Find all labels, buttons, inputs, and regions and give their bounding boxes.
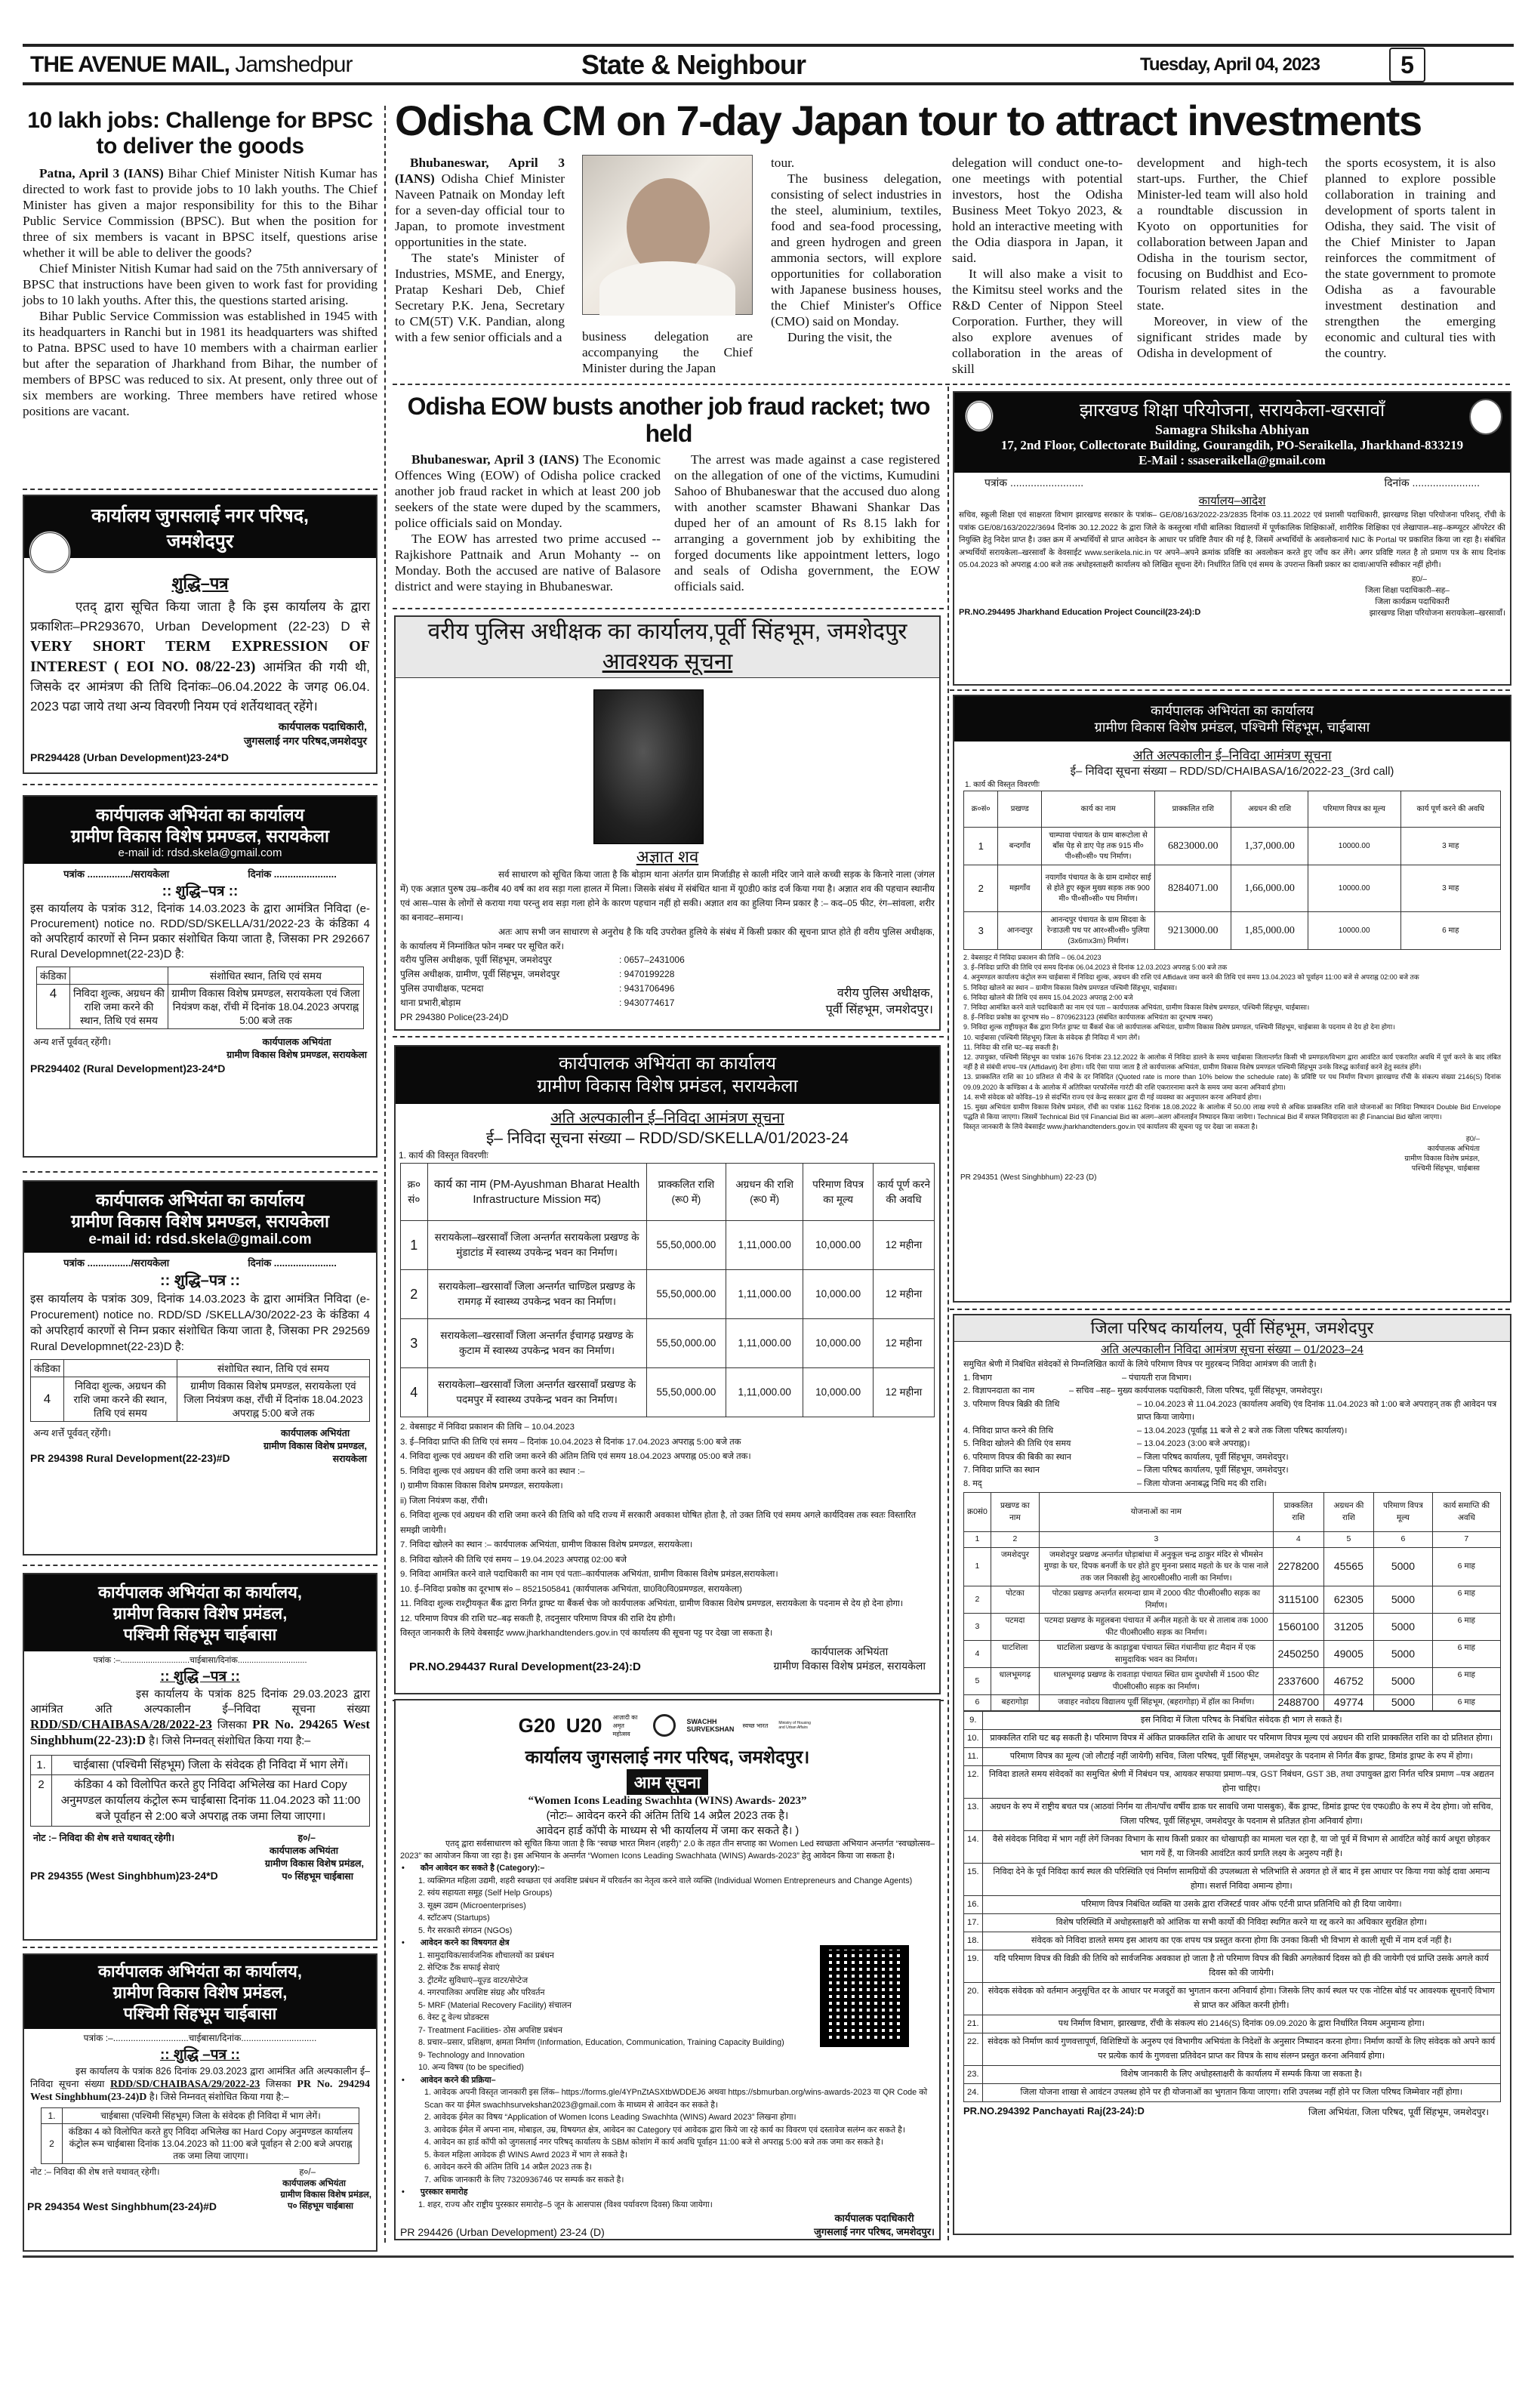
notice-badge: आम सूचना [627, 1769, 709, 1795]
divider [23, 489, 377, 490]
ad-chaibasa-corrigendum-1: कार्यपालक अभियंता का कार्यालय, ग्रामीण विकास विशेष प्रमंडल, पश्चिमी सिंहभूम चाईबासा पत्रांक :–..............................चाईबासा/दिनांक.............................. :: शुद्धि –पत्र :: इस कार्यालय के पत्रांक 825 दिनांक 29.03.2023 द्वारा आमंत्रित अति अल्पकालीन ई–निविदा सूचना संख्या RDD/SD/CHAIBASA/28/2022-23 जिसका PR No. 294265 West Singhbhum(22-23):D है। जिसे निम्नवत् संशोधित किया गया है:– 1. चाईबासा (पश्चिमी सिंहभूम) जिला के संवेदक ही निविदा में भाग लेगें। 2 कंडिका 4 को विलोपित करते हुए निविदा अभिलेख का Hard Copy अनुमण्डल कार्यालय कंट्रोल रूम चाईबासा दिनांक 11.04.2023 को 11:00 बजे पूर्वाहन से 2:00 बजे अपराह्न तक जमा लिया जाएगा। नोट :– निविदा की शेष शत्ते यथावत् रहेगी। ह०/– कार्यपालक अभियंता ग्रामीण विकास विशेष प्रमंडल, PR 294355 (West Singhbhum)23-24*D प० सिंहभूम चाईबासा [23, 1573, 377, 1941]
cm-photo [582, 155, 753, 315]
article-bpsc: 10 lakh jobs: Challenge for BPSC to deliver the goods Patna, April 3 (IANS) Bihar Chief Minister Nitish Kumar has directed to work fast to provide jobs to 10 lakh youths. The Chief Minister has given a major responsibility for this to the Bihar Public Service Commission (BPSC). But when the position for three of six members is vacant in BPSC itself, questions arise whether it will be able to deliver the goods? Chief Minister Nitish Kumar had said on the 75th anniversary of BPSC that instructions have been given to work fast for providing jobs to 10 lakh youths. After this, the questions started arising. Bihar Public Service Commission was established in 1945 with its headquarters in Ranchi but in 1981 its headquarters was shifted to Patna. BPSC used to have 10 members with a chairman earlier but after the separation of Jharkhand from Bihar, the number of members of BPSC was reduced to six. At present, only three out of six members are working. Three members have retired whose positions are vacant. [23, 108, 378, 418]
divider [950, 1309, 1510, 1310]
ad-zila-parishad-tender: जिला परिषद कार्यालय, पूर्वी सिंहभूम, जमशेदपुर अति अल्पकालीन निविदा आमंत्रण सूचना संख्या – 01/2023–24 समुचित श्रेणी में निबंधित संवेदकों से निम्नलिखित कार्यो के लिये परिमाण विपत्र पर मुहरबन्द निविदा आमंत्रण की जाती है। 1. विभाग – पंचायती राज विभाग। 2. विज्ञापनदाता का नाम – सचिव –सह– मुख्य कार्यपालक पदाधिकारी, जिला परिषद, पूर्वी सिंहभूम, जमशेदपुर। 3. परिमाण विपत्र बिक्री की तिथि – 10.04.2023 से 11.04.2023 (कार्यालय अवधि) एंव दिनांक 11.04.2023 को 1:00 बजे अपराहन् तक ही आवेदन पत्र प्राप्त किया जायेगा। 4. निविदा प्राप्त करने की तिथि – 13.04.2023 (पूर्वाह्न 11 बजे से 2 बजे तक जिला परिषद कार्यालय)। 5. निविदा खोलने की तिथि एंव समय – 13.04.2023 (3:00 बजे अपराह्न)। 6. परिमाण विपत्र की बिकी का स्थान – जिला परिषद कार्यालय, पूर्वी सिंहभूम, जमशेदपुर। 7. निविदा प्राप्ति का स्थान – जिला परिषद कार्यालय, पूर्वी सिंहभूम, जमशेदपुर। 8. मद् – जिला योजना अनाबद्ध निधि मद की राशि। क्र0सं0 प्रखण्ड का नाम योजनाओं का नाम प्राक्कलित राशि अग्रधन की राशि परिमाण विपत्र मूल्य कार्य समाप्ति की अवधि 1 2 3 4 5 6 7 1 जमशेदपुर जमशेदपुर प्रखण्ड अन्तर्गत घोड़ाबांधा में अनुकूल चन्द्र ठाकुर मंदिर से भीमसेन मुण्डा के घर, दिपक बनर्जी के घर होते हुए मुनना प्रसाद महतो के घर के पास नाले तक जल निकासी हेतु आर0सी0सी0 नाली का निर्माण। 2278200 45565 5000 6 माह 2 पोटका पोटका प्रखण्ड अन्तर्गत सरमन्दा ग्राम में 2000 फीट पी0सी0सी0 सड़क का निर्माण। 3115100 62305 5000 6 माह 3 पटमदा पटमदा प्रखण्ड के महुलबना पंचायत में अनील महतो के घर से तालाब तक 1000 फीट पी0सी0सी0 सड़क का निर्माण। 1560100 31205 5000 6 माह 4 घाटशिला घाटशिला प्रखण्ड के काड़ाडुबा पंचायत स्थित गंधानीया हाट मैदान में एक सामुदायिक भवन का निर्माण। 2450250 49005 5000 6 माह 5 धालभूमगढ़ धालभूमगढ़ प्रखण्ड के रावताड़ा पंचायत स्थित ग्राम दुधपोसी में 1500 फीट पी0सी0सी0 सड़क का निर्माण। 2337600 46752 5000 6 माह 6 बहरागोड़ा जवाहर नवोदय विद्यालय पूर्वी सिंहभूम, (बहरागोड़ा) में हॉल का निर्माण। 2488700 49774 5000 6 माह 9. इस निविदा में जिला परिषद के निबंधित संवेदक ही भाग ले सकते हैं। 10. प्राक्कलित राशि घट बढ़ सकती है। परिमाण विपत्र में अंकित प्राक्कलित राशि के आधार पर परिमाण विपत्र मूल्य एवं अग्रधन की राशि प्राक्कलित राशि का दो प्रतिशत होगा। 11. परिमाण विपत्र का मूल्य (जो लौटाई नहीं जायेगी) सचिव, जिला परिषद, पूर्वी सिंहभूम, जमशेदपुर के पदनाम से निर्गत बैंक ड्राफ्ट, डिमांड ड्राफ्ट के रुप में होगा। 12. निविदा डालते समय संवेदकों का समुचित श्रेणी में निबंधन पत्र, आयकर सफाया प्रमाण–पत्र, GST निबंधन, GST 3B, तथा उपायुक्त द्वारा निर्गत चरित्र प्रमाण –पत्र अद्यतन होना चाहिए। 13. अग्रधन के रुप में राष्ट्रीय बचत पत्र (आठवां निर्गम या तीन/पाँच वर्षीय डाक घर सावधि जमा पासबुक), बैंक ड्राफ्ट, डिमांड ड्राफ्ट एंव एफ0डी0 के रुप में देय होगा। जो सचिव, जिला परिषद, पूर्वी सिंहभूम, जमशेदपुर के पदनाम से प्रतिज्ञत होना अनिवार्य होगा। 14. वैसे संवेदक निविदा में भाग नहीं लेगें जिनका विभाग के साथ किसी प्रकार का धोखाघड़ी का मामला चल रहा है, या जो पूर्व में विभाग से आवंटित कोई कार्य अधूरा छोड़कर भाग गयें हैं, या जिनकी आवंटित कार्य प्रगति लक्ष्य के अनुरुप नहीं है। 15. निविदा देने के पूर्व निविदा कार्य स्थल की परिस्थिति एवं निर्माण सामग्रियों की उपलब्धता से भलिभांति से अवगत हो लें बाद में इस आधार पर किया गया कोई दावा अमान्य होगा। सशर्त्त निविदा अमान्य होगा। 16. परिमाण विपत्र निबंधित व्यक्ति या उसके द्वारा रजिस्टर्ड पावर ऑफ एर्टनी प्राप्त प्रतिनिधि को ही दिया जायेगा। 17. विशेष परिस्थिति में अधोहस्ताक्षरी को आंशिक या सभी कार्यो की निविदा स्थगित करने या रद्द करने का अधिकार सुरक्षित होगा। 18. संवेदक को निविदा डालते समय इस आशय का एक शपथ पत्र प्रस्तुत करना होगा कि उनका किसी भी विभाग से काली सूची में नाम दर्ज नहीं है। 19. यदि परिमाण विपत्र की विक्री की तिथि को सार्वजनिक अवकाश हो जाता है तो परिमाण विपत्र की बिक्री अगलेकार्य दिवस को ही की जायेगी एवं प्राप्ति उसके अगले कार्य दिवस को की जायेगी। 20. संवेदक संवेदक को वर्तमान अनुसूचित दर के आधार पर मजदूरों का भुगतान करना अनिवार्य होगा। जिसके लिए कार्य स्थल पर एक नोटिस बोर्ड पर आवश्यक सूचनाएँ विभाग से प्राप्त कर अंकित करनी होगी। 21. पथ निर्माण विभाग, झारखण्ड, राँची के संकल्प सं0 2146(S) दिनांक 09.09.2020 के द्वारा निर्धारित नियम अनुमान्य होगा। 22. संवेदक को निर्माण कार्य गुणवत्तापूर्ण, विशिष्टियों के अनुरुप एवं विभागीय अभियंता के निदेशों के अनुसार निष्पादन करना होगा। निर्माण कार्यो के लिए संवेदक को अपने कार्य पर प्रत्येक कार्य के गुणवत्ता प्रतिवेदन प्राप्त कर विपत्र के साथ संलग्न प्रस्तुत करना अनिवार्य होगा। 23. विशेष जानकारी के लिए अधोहस्ताक्षरी के कार्यालय में सम्पर्क किया जा सकता है। 24. जिला योजना शाखा से आवंटन उपलब्ध होने पर ही योजनाओं का भुगतान किया जाएगा। राशि उपलब्ध नहीं होने पर जिला परिषद जिम्मेवार नहीं होगा। PR.NO.294392 Panchayati Raj(23-24):D जिला अभियंता, जिला परिषद, पूर्वी सिंहभूम, जमशेदपुर। [953, 1314, 1511, 2235]
corrigendum-table: कंडिका संशोधित स्थान, तिथि एवं समय 4 निविदा शुल्क, अग्रधन की राशि जमा करने की स्थान, तिथि एवं समय ग्रामीण विकास विशेष प्रमण्डल, सरायकेला एवं जिला नियंत्रण कक्ष, राँची में दिनांक 18.04.2023 अपराह्न 5:00 बजे तक [30, 1359, 370, 1422]
lead-headline: Odisha CM on 7-day Japan tour to attract investments [395, 97, 1422, 144]
unidentified-body-photo [593, 689, 704, 844]
tender-points: 2. वेबसाइट में निविदा प्रकाशन की तिथि – 06.04.2023 3. ई–निविदा प्राप्ति की तिथि एवं समय दिनांक 06.04.2023 से दिनांक 12.03.2023 अपराह्न 5:00 बजे तक 4. अनुमण्डल कार्यालय कंट्रोल रूम चाईबासा में निविदा शुल्क, अग्रधन की राशि एवं Affidavit जमा करने की तिथि एवं समय 13.04.2023 को पूर्वाहन 11:00 बजे से अपराह्न 02:00 बजे तक 5. निविदा खोलने का स्थान – ग्रामीण विकास विशेष प्रमण्डल पश्चिमी सिंहभूम, चाईबासा। 6. निविदा खोलने की तिथि एवं समय 15.04.2023 अपराह्न 2:00 बजे 7. निविदा आमंत्रित करने वाले पदाधिकारी का नाम एवं पता – कार्यपालक अभियंता, ग्रामीण विकास विशेष प्रमण्डल, पश्चिमी सिंहभूम, चाईबासा। 8. ई–निविदा प्रकोष्ठ का दूरभाष संo – 8709623123 (संबंधित कार्यपालक अभियंता का दूरभाष नम्बर) 9. निविदा शुल्क राष्ट्रीयकृत बैंक द्वारा निर्गत ड्राफ्ट या बैंकर्स चेक जो कार्यपालक अभियंता, ग्रामीण विकास विशेष प्रमण्डल, पश्चिमी सिंहभूम, चाईबासा के पदनाम से देय हो देना होगा। 10. चाईबासा (पश्चिमी सिंहभूम) जिला के संवेदक ही निविदा में भाग लेगें। 11. निविदा की राशि घट–बढ़ सकती है। 12. उपायुक्त, पश्चिमी सिंहभूम का पत्रांक 1676 दिनांक 23.12.2022 के आलोक में निविदा डालने के समय चाईबासा जिलान्तर्गत किसी भी प्रमण्डल/विभाग द्वारा आवंटित कार्य एकरारित अवधि में पूर्ण करने के बाद लंबित नहीं है से संबंधी शपथ–पत्र (Affidavit) देना होगा। यदि ऐसा पाया जाता है तो कार्यपालक अभियंता, ग्रामीण विकास विशेष प्रमण्डल पश्चिमी सिंहभूम उनके विरुद्ध कार्रवाई करने हेतु स्वतंत्र होंगे। 13. प्राक्कलित राशि का 10 प्रतिशत से नीचे के दर निविदित (Quoted rate is more than 10% below the schedule rate) के प्रविष्टि पर पथ निर्माण विभाग झारखण्ड राँची के संकल्प संख्या 2146(S) दिनांक 09.09.2020 के कण्डिका 4 के आलोक में अतिरिक्त परफॉरमेंस गारंटी की राशि एकरारनामा करने के समय जमा करना अनिवार्य होगा। 14. सभी संवेदक को कोविड–19 से संदर्भित राज्य एवं केन्द्र सरकार द्वारा दी गई व्यवस्था का अनुपालन करना अनिवार्य होगा। 15. मुख्य अभियंता ग्रामीण विकास विशेष प्रमंडल, राँची का पत्रांक 1162 दिनांक 18.08.2022 के आलोक में 50.00 लाख रुपये से अधिक प्राक्कलित राशि वाले योजनाओं का निविदा निष्पादन Double Bid Envelope पद्धति से किया जाएगा। जिसमें Technical Bid एवं Financial Bid का अलग–अलग ऑनलाईन निष्पादन किया जायेगा। Technical Bid में सफल निविदादाता का ही Financial Bid खोला जाएगा। विस्तृत जानकारी के लिये वेबसाईट www.jharkhandtenders.gov.in एवं कार्यालय की सूचना पट्ट पर देखा जा सकता है। [963, 954, 1501, 1131]
corrigendum-table: 1. चाईबासा (पश्चिमी सिंहभूम) जिला के संवेदक ही निविदा में भाग लेगें। 2 कंडिका 4 को विलोपित करते हुए निविदा अभिलेख का Hard Copy अनुमण्डल कार्यालय कंट्रोल रूम चाईबासा दिनांक 13.04.2023 को 11:00 बजे पूर्वाहन से 2:00 बजे अपराह्न तक जमा लिया जाएगा। [41, 2107, 359, 2164]
section-title: State & Neighbour [581, 48, 806, 80]
ad-saraikela-tender: कार्यपालक अभियंता का कार्यालय ग्रामीण विकास विशेष प्रमंडल, सरायकेला अति अल्पकालीन ई–निविदा आमंत्रण सूचना ई– निविदा सूचना संख्या – RDD/SD/SKELLA/01/2023-24 1. कार्य की विस्तृत विवरणीः क्र० सं० कार्य का नाम (PM-Ayushman Bharat Health Infrastructure Mission मद) प्राक्कलित राशि (रू0 में) अग्रधन की राशि (रू0 में) परिमाण विपत्र का मूल्य कार्य पूर्ण करने की अवधि 1 सरायकेला–खरसावाँ जिला अन्तर्गत सरायकेला प्रखण्ड के मुंडाटांड में स्वास्थ्य उपकेन्द्र भवन का निर्माण। 55,50,000.00 1,11,000.00 10,000.00 12 महीना 2 सरायकेला–खरसावाँ जिला अन्तर्गत चाण्डिल प्रखण्ड के रामगढ़ में स्वास्थ्य उपकेन्द्र भवन का निर्माण। 55,50,000.00 1,11,000.00 10,000.00 12 महीना 3 सरायकेला–खरसावाँ जिला अन्तर्गत ईचागढ़ प्रखण्ड के कुटाम में स्वास्थ्य उपकेन्द्र भवन का निर्माण। 55,50,000.00 1,11,000.00 10,000.00 12 महीना 4 सरायकेला–खरसावाँ जिला अन्तर्गत खरसावाँ प्रखण्ड के पदमपुर में स्वास्थ्य उपकेन्द्र भवन का निर्माण। 55,50,000.00 1,11,000.00 10,000.00 12 महीना 2. वेबसाइट में निविदा प्रकाशन की तिथि – 10.04.2023 3. ई–निविदा प्राप्ति की तिथि एवं समय – दिनांक 10.04.2023 से दिनांक 17.04.2023 अपराह्न 5:00 बजे तक 4. निविदा शुल्क एवं अग्रधन की राशि जमा करने की अंतिम तिथि एवं समय 18.04.2023 अपराह्न 05:00 बजे तक। 5. निविदा शुल्क एवं अग्रधन की राशि जमा करने का स्थान :– I) ग्रामीण विकास विकास विशेष प्रमण्डल, सरायकेला। ii) जिला नियंत्रण कक्ष, राँची। 6. निविदा शुल्क एवं अग्रधन की राशि जमा करने की तिथि को यदि राज्य में सरकारी अवकाश घोषित होता है, तो उक्त तिथि एवं समय अगले कार्यदिवस तक स्वतः विस्तारित समझी जायेगी। 7. निविदा खोलने का स्थान :– कार्यपालक अभियंता, ग्रामीण विकास विशेष प्रमण्डल, सरायकेला। 8. निविदा खोलने की तिथि एवं समय – 19.04.2023 अपराह्न 02:00 बजे 9. निविदा आमंत्रित करने वाले पदाधिकारी का नाम एवं पताः–कार्यपालक अभियंता, ग्रामीण विकास विशेष प्रमंडल,सरायकेला। 10. ई–निविदा प्रकोष्ठ का दूरभाष सं० – 8521505841 (कार्यपालक अभियंता, ग्रा0वि0वि0प्रमण्डल, सरायकेला) 11. निविदा शुल्क राश्ट्रीयकृत बैंक द्वारा निर्गत ड्राफ्ट या बैंकर्स चेक जो कार्यपालक अभियंता, ग्रामीण विकास विशेष प्रमण्डल, सरायकेला के पदनाम से देय हो देना होगा। 12. परिमाण विपत्र की राशि घट–बढ़ सकती है, तदनुसार परिमाण विपत्र की राशि देय होगी। विस्तृत जानकारी के लिये वेबसाईट www.jharkhandtenders.gov.in एवं कार्यालय की सूचना पट्ट पर देखा जा सकता है। PR.NO.294437 Rural Development(23-24):D कार्यपालक अभियंता ग्रामीण विकास विशेष प्रमंडल, सरायकेला [394, 1045, 941, 1694]
ministry-logo: Ministry of Housing and Urban Affairs [778, 1721, 811, 1730]
table-row: 3 आनन्दपुर आनन्दपुर पंचायत के ग्राम सिदवा के रेन्डाउली पथ पर आर०सी०सी० पुलिया (3x6mx3m) निर्माण। 9213000.00 1,85,000.00 10000.00 6 माह [964, 912, 1501, 950]
ad-police-unidentified-body: वरीय पुलिस अधीक्षक का कार्यालय,पूर्वी सिंहभूम, जमशेदपुर आवश्यक सूचना अज्ञात शव सर्व साधारण को सूचित किया जाता है कि बोड़ाम थाना अंतर्गत ग्राम मिर्जाडीह से काली मंदिर जाने वाले कच्ची सड़क के किनारे नाला (जंगल में) एक अज्ञात पुरुष उम्र–करीब 40 वर्ष का शव सड़ा गला हालत में मिला। जिसके संबंध में संबंधित थाना में यू0डी0 कांड दर्ज किया गया है। अज्ञात शव की पहचान स्थानीय एवं आस–पास के लोगों से कराया गया परन्तु शव सड़ा गला होने के कारण पहचान नहीं हो सकी। अज्ञात शव का हुलिया निम्न प्रकार है :– कद–05 फीट, रंग–सांवला, शरीर का बनावट–समान्य। अतः आप सभी जन साधारण से अनुरोध है कि यदि उपरोक्त हुलिये के संबंध में किसी प्रकार की सूचना प्राप्त होते ही वरीय पुलिस अधीक्षक, के कार्यालय में निम्नांकित फोन नम्बर पर सूचित करें। वरीय पुलिस अधीक्षक, पूर्वी सिंहभूम, जमशेदपुर : 0657–2431006 पुलिस अधीक्षक, ग्रामीण, पूर्वी सिंहभूम, जमशेदपुर : 9470199228 पुलिस उपाधीक्षक, पटमदा : 9431706496 थाना प्रभारी,बोड़ाम : 9430774617 PR 294380 Police(23-24)D वरीय पुलिस अधीक्षक, पूर्वी सिंहभूम, जमशेदपुर। [394, 615, 941, 1031]
divider [23, 1565, 377, 1566]
bottom-rule [23, 2255, 1514, 2258]
swachh-survekshan-logo: SWACHH SURVEKSHAN [686, 1718, 735, 1733]
table-row: 1 बन्दगाँव चाम्पावा पंचायत के ग्राम बारूटोला से बाँस पेड़ से डाए पेड़ तक 915 मी० पी०सी०सी० पथ निर्माण। 6823000.00 1,37,000.00 10000.00 3 माह [964, 828, 1501, 865]
table-row: 1 सरायकेला–खरसावाँ जिला अन्तर्गत सरायकेला प्रखण्ड के मुंडाटांड में स्वास्थ्य उपकेन्द्र भवन का निर्माण। 55,50,000.00 1,11,000.00 10,000.00 12 महीना [401, 1221, 935, 1270]
divider [23, 784, 377, 785]
ad-jugsalai-corrigendum: कार्यालय जुगसलाई नगर परिषद, जमशेदपुर शुद्धि–पत्र एतद् द्वारा सूचित किया जाता है कि इस कार्यालय के द्वारा प्रकाशितः–PR293670, Urban Development (22-23) D से VERY SHORT TERM EXPRESSION OF INTEREST ( EOI NO. 08/22-23) आमंत्रित की गयी थी, जिसके दर आमंत्रण की तिथि दिनांकः–06.04.2022 के जगह 06.04. 2023 पढा जाये तथा अन्य विवरणी नियम एवं शर्तेयथावत् रहेंगे। कार्यपालक पदाधिकारी, जुगसलाई नगर परिषद,जमशेदपुर PR294428 (Urban Development)23-24*D [23, 495, 377, 774]
table-row: 6 बहरागोड़ा जवाहर नवोदय विद्यालय पूर्वी सिंहभूम, (बहरागोड़ा) में हॉल का निर्माण। 2488700 49774 5000 6 माह [964, 1695, 1501, 1711]
ad-chaibasa-corrigendum-2: कार्यपालक अभियंता का कार्यालय, ग्रामीण विकास विशेष प्रमंडल, पश्चिमी सिंहभूम चाईबासा पत्रांक :–..............................चाईबासा/दिनांक.............................. :: शुद्धि –पत्र :: इस कार्यालय के पत्रांक 826 दिनांक 29.03.2023 द्वारा आमंत्रित अति अल्पकालीन ई–निविदा सूचना संख्या RDD/SD/CHAIBASA/29/2022-23 जिसका PR No. 294294 West Singhbhum(23-24)D है। जिसे निम्नवत् संशोधित किया गया है:– 1. चाईबासा (पश्चिमी सिंहभूम) जिला के संवेदक ही निविदा में भाग लेगें। 2 कंडिका 4 को विलोपित करते हुए निविदा अभिलेख का Hard Copy अनुमण्डल कार्यालय कंट्रोल रूम चाईबासा दिनांक 13.04.2023 को 11:00 बजे पूर्वाहन से 2:00 बजे अपराह्न तक जमा लिया जाएगा। नोट :– निविदा की शेष शत्ते यथावत् रहेगी। ह०/– कार्यपालक अभियंता ग्रामीण विकास विशेष प्रमंडल, PR 294354 West Singhbhum(23-24)#D प० सिंहभूम चाईबासा [23, 1953, 377, 2252]
table-row: 2 सरायकेला–खरसावाँ जिला अन्तर्गत चाण्डिल प्रखण्ड के रामगढ़ में स्वास्थ्य उपकेन्द्र भवन का निर्माण। 55,50,000.00 1,11,000.00 10,000.00 12 महीना [401, 1270, 935, 1319]
column-divider [948, 387, 949, 2240]
table-row: 3 सरायकेला–खरसावाँ जिला अन्तर्गत ईचागढ़ प्रखण्ड के कुटाम में स्वास्थ्य उपकेन्द्र भवन का निर्माण। 55,50,000.00 1,11,000.00 10,000.00 12 महीना [401, 1319, 935, 1368]
table-row: 5 धालभूमगढ़ धालभूमगढ़ प्रखण्ड के रावताड़ा पंचायत स्थित ग्राम दुधपोसी में 1500 फीट पी0सी0सी0 सड़क का निर्माण। 2337600 46752 5000 6 माह [964, 1668, 1501, 1695]
ad-wins-awards: G20 U20 आज़ादी का अमृत महोत्सव SWACHH SURVEKSHAN स्वच्छ भारत Ministry of Housing and Urban Affairs कार्यालय जुगसलाई नगर परिषद, जमशेदपुर। आम सूचना “Women Icons Leading Swachhta (WINS) Awards- 2023” (नोटः– आवेदन करने की अंतिम तिथि 14 अप्रैल 2023 तक है। आवेदन हार्ड कॉपी के माध्यम से भी कार्यालय में जमा कर सकते है। ) एतद् द्वारा सर्वसाधारण को सूचित किया जाता है कि “स्वच्छ भारत मिशन (शहरी)” 2.0 के तहत तीन सप्ताह का Women Led स्वच्छता अभियान अन्तर्गत “स्वच्छोत्सव–2023” का आयोजन किया जा रहा है। इस अभियान के अन्तर्गत “Women Icons Leading Swachhata (WINS) Awards-2023” हेतु आवेदन किया जा सकता है। • कौन आवेदन कर सकते है (Category):– 1. व्यक्तिगत महिला उद्यमी, शहरी स्वच्छता एवं अवशिष्ट प्रबंधन में परिवर्तन का नेतृत्व करने वाले व्यक्ति (Individual Women Entrepreneurs and Change Agents) 2. स्वंय सहायता समूह (Self Help Groups) 3. सूक्ष्म उद्यम (Microenterprises) 4. स्टॉटअप (Startups) 5. गैर सरकारी संगठन (NGOs) • आवेदन करने का विषयगत क्षेत्र 1. सामुदायिक/सार्वजनिक शौचालयों का प्रबंधन 2. सेप्टिक टैंक सफाई सेवाएं 3. ट्रीटमेंट सुविधाएं–यूज़्ड वाटर/सेप्टेज 4. नगरपालिका अपशिष्ट संग्रह और परिवर्तन 5- MRF (Material Recovery Facility) संचालन 6. वेस्ट टू वेल्थ प्रोडक्टस 7- Treatment Facilities- ठोस अपशिष्ट प्रबंधन 8. प्रचार–प्रसार, प्रशिक्षण, क्षमता निर्माण (Information, Education, Communication, Training Capacity Building) 9- Technology and Innovation 10. अन्य विषय (to be specified) • आवेदन करने की प्रक्रिया– 1. आवेदक अपनी विस्तृत जानकारी इस लिंक– https://forms.gle/4YPnZtASXtbWDDEJ6 अथवा https://sbmurban.org/wins-awards-2023 या QR Code को Scan कर या ईमेल swachhsurvekshan2023@gmail.com के माध्यम से आवेदन कर सकते है। 2. आवेदक ईमेल का विषय “Application of Women Icons Leading Swachhta (WINS) Award 2023” लिखना होगा। 3. आवेदक ईमेल में अपना नाम, मोबाइल, उम्र, विषयगत क्षेत्र, आवेदन का Category एवं आवेदक द्वारा किये जा रहे कार्य का विवरण एवं दस्तावेज सलंग्न कर सकते है। 4. आवेदन का हार्ड कॉपी को जुगसलाई नगर परिषद् कार्यालय के SBM कोशांग में कार्य अवधि पूर्वाहन 11:00 बजे से अपराह्न 5:00 बजे तक जमा कर सकते है। 5. केवल महिला आवेदक ही WINS Awrd 2023 में भाग ले सकते है। 6. आवेदन करने की अंतिम तिथि 14 अप्रैल 2023 तक है। 7. अधिक जानकारी के लिए 7320936746 पर सम्पर्क कर सकते है। • पुरस्कार समारोह 1. शहर, राज्य और राष्ट्रीय पुरस्कार समारोह–5 जून के आसपास (विश्व पर्यावरण दिवस) किया जायेगा। PR 294426 (Urban Development) 23-24 (D) कार्यपालक पदाधिकारी जुगसलाई नगर परिषद, जमशेदपुर। [394, 1699, 941, 2240]
divider [393, 608, 944, 609]
contact-list: वरीय पुलिस अधीक्षक, पूर्वी सिंहभूम, जमशेदपुर : 0657–2431006 पुलिस अधीक्षक, ग्रामीण, पूर्वी सिंहभूम, जमशेदपुर : 9470199228 पुलिस उपाधीक्षक, पटमदा : 9431706496 थाना प्रभारी,बोड़ाम : 9430774617 PR 294380 Police(23-24)D [400, 954, 685, 1022]
divider [393, 384, 1510, 385]
table-row: 3 पटमदा पटमदा प्रखण्ड के महुलबना पंचायत में अनील महतो के घर से तालाब तक 1000 फीट पी0सी0सी0 सड़क का निर्माण। 1560100 31205 5000 6 माह [964, 1614, 1501, 1641]
masthead [23, 44, 1514, 85]
ad-saraikela-corrigendum-1: कार्यपालक अभियंता का कार्यालय ग्रामीण विकास विशेष प्रमण्डल, सरायकेला e-mail id: rdsd.skela@gmail.com पत्रांक ................/सरायकेला दिनांक ....................... :: शुद्धि–पत्र :: इस कार्यालय के पत्रांक 312, दिनांक 14.03.2023 के द्वारा आमंत्रित निविदा (e-Procurement) notice no. RDD/SD/SKELLA/31/2022-23 के कंडिका 4 को अपरिहार्य कारणों से निम्न प्रकार संशोधित किया जाता है, जिसका PR 292667 Rural Developmnet(22-23)D है: कंडिका संशोधित स्थान, तिथि एवं समय 4 निविदा शुल्क, अग्रधन की राशि जमा करने की स्थान, तिथि एवं समय ग्रामीण विकास विशेष प्रमण्डल, सरायकेला एवं जिला नियंत्रण कक्ष, राँची में दिनांक 18.04.2023 अपराह्न 5:00 बजे तक अन्य शर्त्ते पूर्ववत् रहेंगी। कार्यपालक अभियंता ग्रामीण विकास विशेष प्रमण्डल, सरायकेला PR294402 (Rural Development)23-24*D [23, 795, 377, 1158]
conditions-table: 9. इस निविदा में जिला परिषद के निबंधित संवेदक ही भाग ले सकते हैं। 10. प्राक्कलित राशि घट बढ़ सकती है। परिमाण विपत्र में अंकित प्राक्कलित राशि के आधार पर परिमाण विपत्र मूल्य एवं अग्रधन की राशि प्राक्कलित राशि का दो प्रतिशत होगा। 11. परिमाण विपत्र का मूल्य (जो लौटाई नहीं जायेगी) सचिव, जिला परिषद, पूर्वी सिंहभूम, जमशेदपुर के पदनाम से निर्गत बैंक ड्राफ्ट, डिमांड ड्राफ्ट के रुप में होगा। 12. निविदा डालते समय संवेदकों का समुचित श्रेणी में निबंधन पत्र, आयकर सफाया प्रमाण–पत्र, GST निबंधन, GST 3B, तथा उपायुक्त द्वारा निर्गत चरित्र प्रमाण –पत्र अद्यतन होना चाहिए। 13. अग्रधन के रुप में राष्ट्रीय बचत पत्र (आठवां निर्गम या तीन/पाँच वर्षीय डाक घर सावधि जमा पासबुक), बैंक ड्राफ्ट, डिमांड ड्राफ्ट एंव एफ0डी0 के रुप में देय होगा। जो सचिव, जिला परिषद, पूर्वी सिंहभूम, जमशेदपुर के पदनाम से प्रतिज्ञत होना अनिवार्य होगा। 14. वैसे संवेदक निविदा में भाग नहीं लेगें जिनका विभाग के साथ किसी प्रकार का धोखाघड़ी का मामला चल रहा है, या जो पूर्व में विभाग से आवंटित कोई कार्य अधूरा छोड़कर भाग गयें हैं, या जिनकी आवंटित कार्य प्रगति लक्ष्य के अनुरुप नहीं है। 15. निविदा देने के पूर्व निविदा कार्य स्थल की परिस्थिति एवं निर्माण सामग्रियों की उपलब्धता से भलिभांति से अवगत हो लें बाद में इस आधार पर किया गया कोई दावा अमान्य होगा। सशर्त्त निविदा अमान्य होगा। 16. परिमाण विपत्र निबंधित व्यक्ति या उसके द्वारा रजिस्टर्ड पावर ऑफ एर्टनी प्राप्त प्रतिनिधि को ही दिया जायेगा। 17. विशेष परिस्थिति में अधोहस्ताक्षरी को आंशिक या सभी कार्यो की निविदा स्थगित करने या रद्द करने का अधिकार सुरक्षित होगा। 18. संवेदक को निविदा डालते समय इस आशय का एक शपथ पत्र प्रस्तुत करना होगा कि उनका किसी भी विभाग से काली सूची में नाम दर्ज नहीं है। 19. यदि परिमाण विपत्र की विक्री की तिथि को सार्वजनिक अवकाश हो जाता है तो परिमाण विपत्र की बिक्री अगलेकार्य दिवस को ही की जायेगी एवं प्राप्ति उसके अगले कार्य दिवस को की जायेगी। 20. संवेदक संवेदक को वर्तमान अनुसूचित दर के आधार पर मजदूरों का भुगतान करना अनिवार्य होगा। जिसके लिए कार्य स्थल पर एक नोटिस बोर्ड पर आवश्यक सूचनाएँ विभाग से प्राप्त कर अंकित करनी होगी। 21. पथ निर्माण विभाग, झारखण्ड, राँची के संकल्प सं0 2146(S) दिनांक 09.09.2020 के द्वारा निर्धारित नियम अनुमान्य होगा। 22. संवेदक को निर्माण कार्य गुणवत्तापूर्ण, विशिष्टियों के अनुरुप एवं विभागीय अभियंता के निदेशों के अनुसार निष्पादन करना होगा। निर्माण कार्यो के लिए संवेदक को अपने कार्य पर प्रत्येक कार्य के गुणवत्ता प्रतिवेदन प्राप्त कर विपत्र के साथ संलग्न प्रस्तुत करना अनिवार्य होगा। 23. विशेष जानकारी के लिए अधोहस्ताक्षरी के कार्यालय में सम्पर्क किया जा सकता है। 24. जिला योजना शाखा से आवंटन उपलब्ध होने पर ही योजनाओं का भुगतान किया जाएगा। राशि उपलब्ध नहीं होने पर जिला परिषद जिम्मेवार नहीं होगा। [963, 1711, 1501, 2102]
table-row: 1 जमशेदपुर जमशेदपुर प्रखण्ड अन्तर्गत घोड़ाबांधा में अनुकूल चन्द्र ठाकुर मंदिर से भीमसेन मुण्डा के घर, दिपक बनर्जी के घर होते हुए मुनना प्रसाद महतो के घर के पास नाले तक जल निकासी हेतु आर0सी0सी0 नाली का निर्माण। 2278200 45565 5000 6 माह [964, 1547, 1501, 1586]
article-odisha-cm: Bhubaneswar, April 3 (IANS) Odisha Chief Minister Naveen Patnaik on Monday left for a seven-day official tour to Japan, to promote investment opportunities in the state. The state's Minister of Industries, MSME, and Energy, Pratap Keshari Deb, Chief Secretary P.K. Jena, Secretary to CM(5T) V.K. Pandian, along with a few senior officials and a business delegation are accompanying the Chief Minister during the Japan tour. The business delegation, consisting of select industries in the steel, aluminium, textiles, food and sea-food processing, and green hydrogen and green ammonia sectors, will explore opportunities for collaboration with Japanese business houses, the Chief Minister's Office (CMO) said on Monday. During the visit, the delegation will conduct one-to-one meetings with potential investors, host the Odisha Business Meet Tokyo 2023, & hold an interactive meeting with the Odia diaspora in Japan, it said. It will also make a visit to the Kimitsu steel works and the R&D Center of Nippon Steel Corporation. Further, they will also explore avenues of collaboration in the areas of skill development and high-tech start-ups. Further, the Chief Minister-led team will also hold a roundtable discussion in Kyoto on opportunities for collaboration between Japan and Odisha in the tourism sector, focusing on Buddhist and Eco-Tourism related sites in the state. Moreover, in view of the significant strides made by Odisha in development of the sports ecosystem, it is also planned to explore possible collaboration in training and development of sports talent in Odisha, they said. The visit of the Chief Minister to Japan reinforces the commitment of the state government to promote Odisha as a favourable investment destination and strengthen the emerging economic and cultural ties with the country. [395, 156, 1496, 376]
divider [950, 689, 1510, 691]
g20-logo: G20 [518, 1713, 556, 1737]
ad-saraikela-corrigendum-2: कार्यपालक अभियंता का कार्यालय ग्रामीण विकास विशेष प्रमण्डल, सरायकेला e-mail id: rdsd.skela@gmail.com पत्रांक ................/सरायकेला दिनांक ....................... :: शुद्धि–पत्र :: इस कार्यालय के पत्रांक 309, दिनांक 14.03.2023 के द्वारा आमंत्रित निविदा (e-Procurement) notice no. RDD/SD /SKELLA/30/2022-23 के कंडिका 4 को अपरिहार्य कारणों से निम्न प्रकार संशोधित किया जाता है, जिसका PR 292569 Rural Developmnet(22-23)D है: कंडिका संशोधित स्थान, तिथि एवं समय 4 निविदा शुल्क, अग्रधन की राशि जमा करने की स्थान, तिथि एवं समय ग्रामीण विकास विशेष प्रमण्डल, सरायकेला एवं जिला नियंत्रण कक्ष, राँची में दिनांक 18.04.2023 अपराह्न 5:00 बजे तक अन्य शर्त्ते पूर्ववत् रहेंगी। कार्यपालक अभियंता ग्रामीण विकास विशेष प्रमण्डल, PR 294398 Rural Development(22-23)#D सरायकेला [23, 1180, 377, 1555]
paper-name: THE AVENUE MAIL, Jamshedpur [30, 51, 353, 77]
emblem-icon [29, 531, 71, 573]
qr-code[interactable] [820, 1945, 909, 2047]
divider [23, 1171, 377, 1173]
schemes-table: क्र0सं0 प्रखण्ड का नाम योजनाओं का नाम प्राक्कलित राशि अग्रधन की राशि परिमाण विपत्र मूल्य कार्य समाप्ति की अवधि 1 2 3 4 5 6 7 1 जमशेदपुर जमशेदपुर प्रखण्ड अन्तर्गत घोड़ाबांधा में अनुकूल चन्द्र ठाकुर मंदिर से भीमसेन मुण्डा के घर, दिपक बनर्जी के घर होते हुए मुनना प्रसाद महतो के घर के पास नाले तक जल निकासी हेतु आर0सी0सी0 नाली का निर्माण। 2278200 45565 5000 6 माह 2 पोटका पोटका प्रखण्ड अन्तर्गत सरमन्दा ग्राम में 2000 फीट पी0सी0सी0 सड़क का निर्माण। 3115100 62305 5000 6 माह 3 पटमदा पटमदा प्रखण्ड के महुलबना पंचायत में अनील महतो के घर से तालाब तक 1000 फीट पी0सी0सी0 सड़क का निर्माण। 1560100 31205 5000 6 माह 4 घाटशिला घाटशिला प्रखण्ड के काड़ाडुबा पंचायत स्थित गंधानीया हाट मैदान में एक सामुदायिक भवन का निर्माण। 2450250 49005 5000 6 माह 5 धालभूमगढ़ धालभूमगढ़ प्रखण्ड के रावताड़ा पंचायत स्थित ग्राम दुधपोसी में 1500 फीट पी0सी0सी0 सड़क का निर्माण। 2337600 46752 5000 6 माह 6 बहरागोड़ा जवाहर नवोदय विद्यालय पूर्वी सिंहभूम, (बहरागोड़ा) में हॉल का निर्माण। 2488700 49774 5000 6 माह [963, 1492, 1501, 1711]
tender-points: 2. वेबसाइट में निविदा प्रकाशन की तिथि – 10.04.2023 3. ई–निविदा प्राप्ति की तिथि एवं समय – दिनांक 10.04.2023 से दिनांक 17.04.2023 अपराह्न 5:00 बजे तक 4. निविदा शुल्क एवं अग्रधन की राशि जमा करने की अंतिम तिथि एवं समय 18.04.2023 अपराह्न 05:00 बजे तक। 5. निविदा शुल्क एवं अग्रधन की राशि जमा करने का स्थान :– I) ग्रामीण विकास विकास विशेष प्रमण्डल, सरायकेला। ii) जिला नियंत्रण कक्ष, राँची। 6. निविदा शुल्क एवं अग्रधन की राशि जमा करने की तिथि को यदि राज्य में सरकारी अवकाश घोषित होता है, तो उक्त तिथि एवं समय अगले कार्यदिवस तक स्वतः विस्तारित समझी जायेगी। 7. निविदा खोलने का स्थान :– कार्यपालक अभियंता, ग्रामीण विकास विशेष प्रमण्डल, सरायकेला। 8. निविदा खोलने की तिथि एवं समय – 19.04.2023 अपराह्न 02:00 बजे 9. निविदा आमंत्रित करने वाले पदाधिकारी का नाम एवं पताः–कार्यपालक अभियंता, ग्रामीण विकास विशेष प्रमंडल,सरायकेला। 10. ई–निविदा प्रकोष्ठ का दूरभाष सं० – 8521505841 (कार्यपालक अभियंता, ग्रा0वि0वि0प्रमण्डल, सरायकेला) 11. निविदा शुल्क राश्ट्रीयकृत बैंक द्वारा निर्गत ड्राफ्ट या बैंकर्स चेक जो कार्यपालक अभियंता, ग्रामीण विकास विशेष प्रमण्डल, सरायकेला के पदनाम से देय हो देना होगा। 12. परिमाण विपत्र की राशि घट–बढ़ सकती है, तदनुसार परिमाण विपत्र की राशि देय होगी। विस्तृत जानकारी के लिये वेबसाईट www.jharkhandtenders.gov.in एवं कार्यालय की सूचना पट्ट पर देखा जा सकता है। [400, 1423, 917, 1638]
u20-logo: U20 [565, 1713, 602, 1737]
corrigendum-table: कंडिका संशोधित स्थान, तिथि एवं समय 4 निविदा शुल्क, अग्रधन की राशि जमा करने की स्थान, तिथि एवं समय ग्रामीण विकास विशेष प्रमण्डल, सरायकेला एवं जिला नियंत्रण कक्ष, राँची में दिनांक 18.04.2023 अपराह्न 5:00 बजे तक [36, 967, 364, 1029]
page-number: 5 [1389, 48, 1425, 82]
issue-date: Tuesday, April 04, 2023 [1140, 54, 1320, 75]
corrigendum-table: 1. चाईबासा (पश्चिमी सिंहभूम) जिला के संवेदक ही निविदा में भाग लेगें। 2 कंडिका 4 को विलोपित करते हुए निविदा अभिलेख का Hard Copy अनुमण्डल कार्यालय कंट्रोल रूम चाईबासा दिनांक 11.04.2023 को 11:00 बजे पूर्वाहन से 2:00 बजे अपराह्न तक जमा लिया जाएगा। [30, 1755, 370, 1827]
emblem-icon [653, 1714, 676, 1737]
swachh-bharat-glasses-icon: स्वच्छ भारत [742, 1722, 769, 1729]
column-divider [384, 106, 386, 2243]
table-row: 4 घाटशिला घाटशिला प्रखण्ड के काड़ाडुबा पंचायत स्थित गंधानीया हाट मैदान में एक सामुदायिक भवन का निर्माण। 2450250 49005 5000 6 माह [964, 1641, 1501, 1668]
tender-table: क्र०सं० प्रखण्ड कार्य का नाम प्राक्कलित राशि अग्रधन की राशि परिमाण विपत्र का मूल्य कार्य पूर्ण करने की अवधि 1 बन्दगाँव चाम्पावा पंचायत के ग्राम बारूटोला से बाँस पेड़ से डाए पेड़ तक 915 मी० पी०सी०सी० पथ निर्माण। 6823000.00 1,37,000.00 10000.00 3 माह 2 मझगाँव नयागाँव पंचायत के के ग्राम दामोदर साई से होते हुए स्कूल मुख्य सड़क तक 900 मी० पी०सी०सी० पथ निर्माण। 8284071.00 1,66,000.00 10000.00 3 माह 3 आनन्दपुर आनन्दपुर पंचायत के ग्राम सिदवा के रेन्डाउली पथ पर आर०सी०सी० पुलिया (3x6mx3m) निर्माण। 9213000.00 1,85,000.00 10000.00 6 माह [963, 791, 1501, 950]
tender-table: क्र० सं० कार्य का नाम (PM-Ayushman Bharat Health Infrastructure Mission मद) प्राक्कलित राशि (रू0 में) अग्रधन की राशि (रू0 में) परिमाण विपत्र का मूल्य कार्य पूर्ण करने की अवधि 1 सरायकेला–खरसावाँ जिला अन्तर्गत सरायकेला प्रखण्ड के मुंडाटांड में स्वास्थ्य उपकेन्द्र भवन का निर्माण। 55,50,000.00 1,11,000.00 10,000.00 12 महीना 2 सरायकेला–खरसावाँ जिला अन्तर्गत चाण्डिल प्रखण्ड के रामगढ़ में स्वास्थ्य उपकेन्द्र भवन का निर्माण। 55,50,000.00 1,11,000.00 10,000.00 12 महीना 3 सरायकेला–खरसावाँ जिला अन्तर्गत ईचागढ़ प्रखण्ड के कुटाम में स्वास्थ्य उपकेन्द्र भवन का निर्माण। 55,50,000.00 1,11,000.00 10,000.00 12 महीना 4 सरायकेला–खरसावाँ जिला अन्तर्गत खरसावाँ प्रखण्ड के पदमपुर में स्वास्थ्य उपकेन्द्र भवन का निर्माण। 55,50,000.00 1,11,000.00 10,000.00 12 महीना [400, 1163, 935, 1417]
headline: 10 lakh jobs: Challenge for BPSC to deliver the goods [27, 108, 373, 159]
ad-samagra-shiksha: झारखण्ड शिक्षा परियोजना, सरायकेला-खरसावाँ Samagra Shiksha Abhiyan 17, 2nd Floor, Collectorate Building, Gourangdih, PO-Seraikella, Jharkhand-833219 E-Mail : ssaseraikella@gmail.com पत्रांक ......................... दिनांक ....................... कार्यालय–आदेश सचिव, स्कूली शिक्षा एवं साक्षरता विभाग झारखण्ड सरकार के पत्रांक– GE/08/163/2022-23/2835 दिनांक 03.11.2022 एवं प्रशासी पदाधिकारी, झारखण्ड शिक्षा परियोजना परिशद्, राँची के पत्रांक GE/08/163/2022/3694 दिनांक 30.12.2022 के द्वारा जिले के कस्तुरबा गाँधी बालिका विद्यालयों में पूर्णकालिक शिक्षिकाओं, शारीरिक शिक्षिका एवं लेखापाल–सह–कम्प्यूटर ऑपरेटर की नियुक्ति हेतु निदेश प्राप्त है। उक्त क्रम में अभ्यर्थियों से प्राप्त आवेदन के आधार पर प्रविष्टि तैयार की गई है, जिसमें अभ्यर्थियों के अवलोकनार्थ NIC के Portal पर प्रकाशित किया जा रहा है। संबंधित अभ्यर्थियों सरायकेला–खरसावाँ के वेवसाईट www.serikela.nic.in पर अपने–अपने क्रमांक प्रविष्टि का अवलोकन करते हुए जाँच कर लेंगे। अगर प्रविष्टि गलत है तो प्रमाण पत्र के साथ दिनांक 05.04.2023 को अपराह्न 4:00 बजे तक अधोहस्ताक्षरी कार्यालय को लिखित सूचना देंगे। निर्धारित तिथि एवं समय के उपरान्त किसी प्रकार का दावा/आपत्ति स्वीकार नहीं होगी। ह0/– जिला शिक्षा पदाधिकारी–सह– जिला कार्यक्रम पदाधिकारी PR.NO.294495 Jharkhand Education Project Council(23-24):D झारखण्ड शिक्षा परियोजना सरायकेला–खरसावाँ। [953, 391, 1511, 686]
table-row: 2 मझगाँव नयागाँव पंचायत के के ग्राम दामोदर साई से होते हुए स्कूल मुख्य सड़क तक 900 मी० पी०सी०सी० पथ निर्माण। 8284071.00 1,66,000.00 10000.00 3 माह [964, 865, 1501, 912]
divider [23, 1947, 377, 1948]
jepc-logo [1469, 399, 1502, 435]
ad-chaibasa-tender: कार्यपालक अभियंता का कार्यालय ग्रामीण विकास विशेष प्रमंडल, पश्चिमी सिंहभूम, चाईबासा अति अल्पकालीन ई–निविदा आमंत्रण सूचना ई– निविदा सूचना संख्या – RDD/SD/CHAIBASA/16/2022-23_(3rd call) 1. कार्य की विस्तृत विवरणीः क्र०सं० प्रखण्ड कार्य का नाम प्राक्कलित राशि अग्रधन की राशि परिमाण विपत्र का मूल्य कार्य पूर्ण करने की अवधि 1 बन्दगाँव चाम्पावा पंचायत के ग्राम बारूटोला से बाँस पेड़ से डाए पेड़ तक 915 मी० पी०सी०सी० पथ निर्माण। 6823000.00 1,37,000.00 10000.00 3 माह 2 मझगाँव नयागाँव पंचायत के के ग्राम दामोदर साई से होते हुए स्कूल मुख्य सड़क तक 900 मी० पी०सी०सी० पथ निर्माण। 8284071.00 1,66,000.00 10000.00 3 माह 3 आनन्दपुर आनन्दपुर पंचायत के ग्राम सिदवा के रेन्डाउली पथ पर आर०सी०सी० पुलिया (3x6mx3m) निर्माण। 9213000.00 1,85,000.00 10000.00 6 माह 2. वेबसाइट में निविदा प्रकाशन की तिथि – 06.04.2023 3. ई–निविदा प्राप्ति की तिथि एवं समय दिनांक 06.04.2023 से दिनांक 12.03.2023 अपराह्न 5:00 बजे तक 4. अनुमण्डल कार्यालय कंट्रोल रूम चाईबासा में निविदा शुल्क, अग्रधन की राशि एवं Affidavit जमा करने की तिथि एवं समय 13.04.2023 को पूर्वाहन 11:00 बजे से अपराह्न 02:00 बजे तक 5. निविदा खोलने का स्थान – ग्रामीण विकास विशेष प्रमण्डल पश्चिमी सिंहभूम, चाईबासा। 6. निविदा खोलने की तिथि एवं समय 15.04.2023 अपराह्न 2:00 बजे 7. निविदा आमंत्रित करने वाले पदाधिकारी का नाम एवं पता – कार्यपालक अभियंता, ग्रामीण विकास विशेष प्रमण्डल, पश्चिमी सिंहभूम, चाईबासा। 8. ई–निविदा प्रकोष्ठ का दूरभाष संo – 8709623123 (संबंधित कार्यपालक अभियंता का दूरभाष नम्बर) 9. निविदा शुल्क राष्ट्रीयकृत बैंक द्वारा निर्गत ड्राफ्ट या बैंकर्स चेक जो कार्यपालक अभियंता, ग्रामीण विकास विशेष प्रमण्डल, पश्चिमी सिंहभूम, चाईबासा के पदनाम से देय हो देना होगा। 10. चाईबासा (पश्चिमी सिंहभूम) जिला के संवेदक ही निविदा में भाग लेगें। 11. निविदा की राशि घट–बढ़ सकती है। 12. उपायुक्त, पश्चिमी सिंहभूम का पत्रांक 1676 दिनांक 23.12.2022 के आलोक में निविदा डालने के समय चाईबासा जिलान्तर्गत किसी भी प्रमण्डल/विभाग द्वारा आवंटित कार्य एकरारित अवधि में पूर्ण करने के बाद लंबित नहीं है से संबंधी शपथ–पत्र (Affidavit) देना होगा। यदि ऐसा पाया जाता है तो कार्यपालक अभियंता, ग्रामीण विकास विशेष प्रमण्डल पश्चिमी सिंहभूम उनके विरुद्ध कार्रवाई करने हेतु स्वतंत्र होंगे। 13. प्राक्कलित राशि का 10 प्रतिशत से नीचे के दर निविदित (Quoted rate is more than 10% below the schedule rate) के प्रविष्टि पर पथ निर्माण विभाग झारखण्ड राँची के संकल्प संख्या 2146(S) दिनांक 09.09.2020 के कण्डिका 4 के आलोक में अतिरिक्त परफॉरमेंस गारंटी की राशि एकरारनामा करने के समय जमा करना अनिवार्य होगा। 14. सभी संवेदक को कोविड–19 से संदर्भित राज्य एवं केन्द्र सरकार द्वारा दी गई व्यवस्था का अनुपालन करना अनिवार्य होगा। 15. मुख्य अभियंता ग्रामीण विकास विशेष प्रमंडल, राँची का पत्रांक 1162 दिनांक 18.08.2022 के आलोक में 50.00 लाख रुपये से अधिक प्राक्कलित राशि वाले योजनाओं का निविदा निष्पादन Double Bid Envelope पद्धति से किया जाएगा। जिसमें Technical Bid एवं Financial Bid का अलग–अलग ऑनलाईन निष्पादन किया जायेगा। Technical Bid में सफल निविदादाता का ही Financial Bid खोला जाएगा। विस्तृत जानकारी के लिये वेबसाईट www.jharkhandtenders.gov.in एवं कार्यालय की सूचना पट्ट पर देखा जा सकता है। ह0/– कार्यपालक अभियंता ग्रामीण विकास विशेष प्रमंडल, पश्चिमी सिंहभूम, चाईबासा PR 294351 (West Singhbhum) 22-23 (D) [953, 695, 1511, 1303]
jharkhand-emblem-icon [965, 400, 994, 432]
table-row: 4 सरायकेला–खरसावाँ जिला अन्तर्गत खरसावाँ प्रखण्ड के पदमपुर में स्वास्थ्य उपकेन्द्र भवन का निर्माण। 55,50,000.00 1,11,000.00 10,000.00 12 महीना [401, 1368, 935, 1417]
amrit-mahotsav-logo: आज़ादी का अमृत महोत्सव [612, 1713, 638, 1737]
table-row: 2 पोटका पोटका प्रखण्ड अन्तर्गत सरमन्दा ग्राम में 2000 फीट पी0सी0सी0 सड़क का निर्माण। 3115100 62305 5000 6 माह [964, 1586, 1501, 1614]
divider [393, 1036, 944, 1038]
logo-strip [396, 1700, 939, 1744]
article-eow: Odisha EOW busts another job fraud racket; two held Bhubaneswar, April 3 (IANS) The Economic Offences Wing (EOW) of Odisha police cracked another job fraud racket in which at least 200 job seekers of the state were duped by the scammers, police officials said on Monday. The EOW has arrested two prime accused -- Rajkishore Pattnaik and Arun Mohanty -- on Monday. Both the accused are native of Balasore district and were staying in Bhubaneswar. The arrest was made against a case registered on the allegation of one of the victims, Kumudini Sahoo of Bhubaneswar that the accused duo along with another scamster Bhawani Shankar Das duped her of an amount of Rs 8.15 lakh for arranging a government job by exhibiting the forged documents like appointment letters, logo and seals of Odisha government, the EOW officials said. [395, 393, 940, 594]
